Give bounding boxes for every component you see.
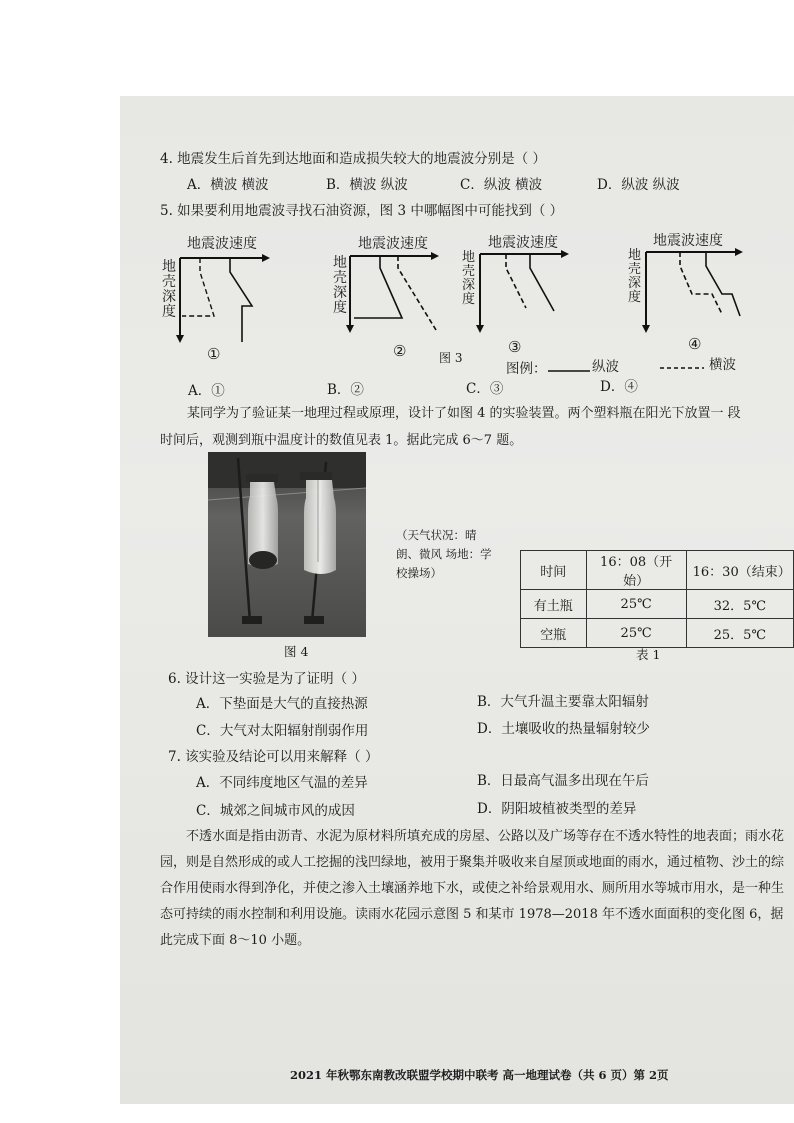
panel2-plot [340, 248, 440, 333]
experiment-photo [208, 452, 366, 637]
table-cell: 25℃ [586, 619, 686, 648]
q7-option-a[interactable]: A．不同纬度地区气温的差异 [196, 775, 368, 791]
q6-option-d[interactable]: D．土壤吸收的热量辐射较少 [477, 721, 650, 737]
table-cell: 32．5℃ [686, 590, 793, 619]
panel4-x-axis-label: 地震波速度 [653, 233, 723, 249]
panel2-x-axis-label: 地震波速度 [358, 236, 428, 252]
q4-option-a[interactable]: A．横波 横波 [187, 177, 269, 193]
panel4-plot [636, 244, 746, 334]
q4-option-b[interactable]: B．横波 纵波 [326, 177, 408, 193]
table-cell: 25℃ [586, 590, 686, 619]
temperature-table [520, 550, 794, 648]
panel1-plot [170, 250, 270, 345]
q5-option-d[interactable]: D．④ [600, 379, 638, 395]
legend-title: 图例： [506, 361, 547, 377]
q7-option-d[interactable]: D．阴阳坡植被类型的差异 [477, 801, 637, 817]
table-row [521, 619, 794, 648]
table-cell: 有土瓶 [521, 590, 587, 619]
q6-option-b[interactable]: B．大气升温主要靠太阳辐射 [477, 694, 649, 710]
q5-option-a[interactable]: A．① [188, 383, 225, 399]
table-header-row [521, 551, 794, 590]
q7-option-b[interactable]: B．日最高气温多出现在午后 [477, 773, 649, 789]
q7-option-c[interactable]: C．城郊之间城市风的成因 [196, 803, 355, 819]
table-header-end: 16：30（结束） [686, 551, 793, 590]
q4-option-d[interactable]: D．纵波 纵波 [597, 177, 680, 193]
panel4-y-axis-label: 地壳深度 [628, 248, 642, 305]
table1-caption: 表 1 [636, 647, 661, 662]
table-cell: 空瓶 [521, 619, 587, 648]
q6-stem: 6. 设计这一实验是为了证明（ ） [168, 671, 365, 687]
q4-stem: 4. 地震发生后首先到达地面和造成损失较大的地震波分别是（ ） [160, 151, 546, 167]
page-footer: 2021 年秋鄂东南教改联盟学校期中联考 高一地理试卷（共 6 页）第 2页 [290, 1068, 669, 1082]
legend-s-wave-label: 横波 [709, 357, 736, 373]
q6-option-c[interactable]: C．大气对太阳辐射削弱作用 [196, 723, 369, 739]
q5-option-b[interactable]: B．② [327, 382, 364, 398]
q5-stem: 5. 如果要利用地震波寻找石油资源，图 3 中哪幅图中可能找到（ ） [160, 203, 564, 219]
figure4-caption: 图 4 [284, 644, 309, 659]
intro-8-10-paragraph: 不透水面是指由沥青、水泥为原材料所填充成的房屋、公路以及广场等存在不透水特性的地表面；雨水花园，则是自然形成的或人工挖掘的浅凹绿地，被用于聚集并吸收来自屋顶或地面的雨水，通过植物、沙土的综合作用使雨水得到净化，并使之渗入土壤涵养地下水，或使之补给景观用水、厕所用水等城市用水，是一种生态可持续的雨水控制和利用设施。读雨水花园示意图 5 和某市 1978—2018 年不透水面面积的变化图 6，据此完成下面 8～10 小题。 [160, 829, 785, 948]
figure3-caption: 图 3 [439, 351, 463, 365]
panel1-label: ① [207, 345, 221, 363]
table-row [521, 590, 794, 619]
legend-p-wave-line [548, 369, 590, 373]
panel3-plot [470, 246, 570, 336]
intro-6-7-line1: 某同学为了验证某一地理过程或原理，设计了如图 4 的实验装置。两个塑料瓶在阳光下放置一 段 [187, 406, 741, 421]
q4-option-c[interactable]: C．纵波 横波 [460, 177, 543, 193]
panel1-y-axis-label: 地壳深度 [162, 259, 176, 320]
panel4-label: ④ [688, 335, 702, 353]
q7-stem: 7. 该实验及结论可以用来解释（ ） [168, 749, 379, 765]
q6-option-a[interactable]: A．下垫面是大气的直接热源 [196, 696, 368, 712]
panel3-x-axis-label: 地震波速度 [488, 235, 558, 251]
experiment-photo-drawing [208, 452, 366, 637]
weather-note: （天气状况：晴朗、微风 场地：学校操场） [396, 528, 492, 580]
intro-6-7-line2: 时间后，观测到瓶中温度计的数值见表 1。据此完成 6～7 题。 [160, 433, 523, 448]
panel3-label: ③ [508, 338, 522, 356]
table-header-start: 16：08（开始） [586, 551, 686, 590]
table-header-time: 时间 [521, 551, 587, 590]
legend-s-wave-line [660, 366, 704, 370]
table-cell: 25．5℃ [686, 619, 793, 648]
legend-p-wave-label: 纵波 [592, 359, 619, 375]
panel2-y-axis-label: 地壳深度 [333, 255, 347, 316]
panel1-x-axis-label: 地震波速度 [187, 236, 257, 252]
panel2-label: ② [393, 342, 407, 360]
q5-option-c[interactable]: C．③ [466, 381, 504, 397]
panel3-y-axis-label: 地壳深度 [462, 250, 476, 307]
